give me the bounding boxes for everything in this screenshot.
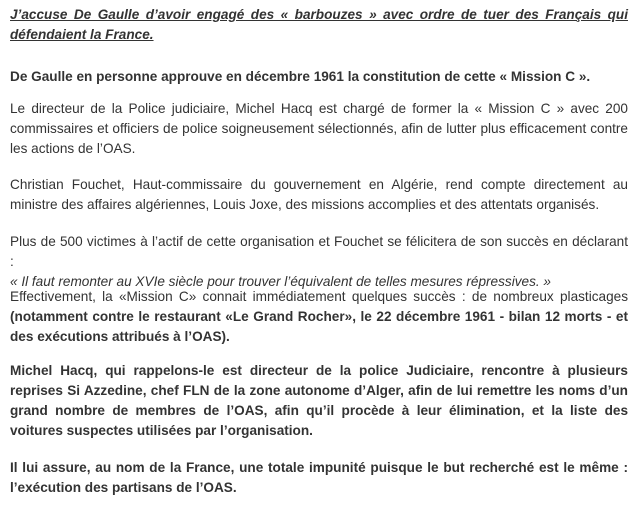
paragraph-christian-fouchet: Christian Fouchet, Haut-commissaire du gouvernement en Algérie, rend compte directement au ministre des affaires algériennes, Louis Joxe, des missions accomplies et des attentats organisés. [10, 177, 628, 212]
paragraph-michel-hacq: Le directeur de la Police judiciaire, Michel Hacq est chargé de former la « Mission C » avec 200 commissaires et officiers de police soigneusement sélectionnés, afin de lutter plus efficacement contre les actions de l’OAS. [10, 101, 628, 156]
paragraph-mission-c: De Gaulle en personne approuve en décembre 1961 la constitution de cette « Mission C ». [10, 69, 591, 84]
paragraph-victims [10, 232, 628, 292]
victims-text: Plus de 500 victimes à l’actif de cette organisation et Fouchet se félicitera de son succès en déclarant : [10, 234, 628, 269]
paragraph-impunity: Il lui assure, au nom de la France, une totale impunité puisque le but recherché est le même : l’exécution des partisans de l’OAS. [10, 460, 628, 495]
success-text: Effectivement, la «Mission C» connait immédiatement quelques succès : de nombreux plasticages [10, 289, 628, 304]
fouchet-quote: « Il faut remonter au XVIe siècle pour trouver l’équivalent de telles mesures répressives. » [10, 274, 551, 289]
success-details: (notamment contre le restaurant «Le Grand Rocher», le 22 décembre 1961 - bilan 12 morts - et des exécutions attribués à l’OAS). [10, 309, 628, 344]
paragraph-si-azzedine: Michel Hacq, qui rappelons-le est directeur de la police Judiciaire, rencontre à plusieurs reprises Si Azzedine, chef FLN de la zone autonome d’Alger, afin de lui remettre les noms d’un grand nombre de membres de l’OAS, afin qu’il procède à leur élimination, et la liste des voitures suspectes utilisées par l’organisation. [10, 363, 628, 438]
paragraph-mission-success [10, 287, 628, 347]
article-heading: J’accuse De Gaulle d’avoir engagé des « barbouzes » avec ordre de tuer des Français qui défendaient la France. [10, 7, 628, 42]
